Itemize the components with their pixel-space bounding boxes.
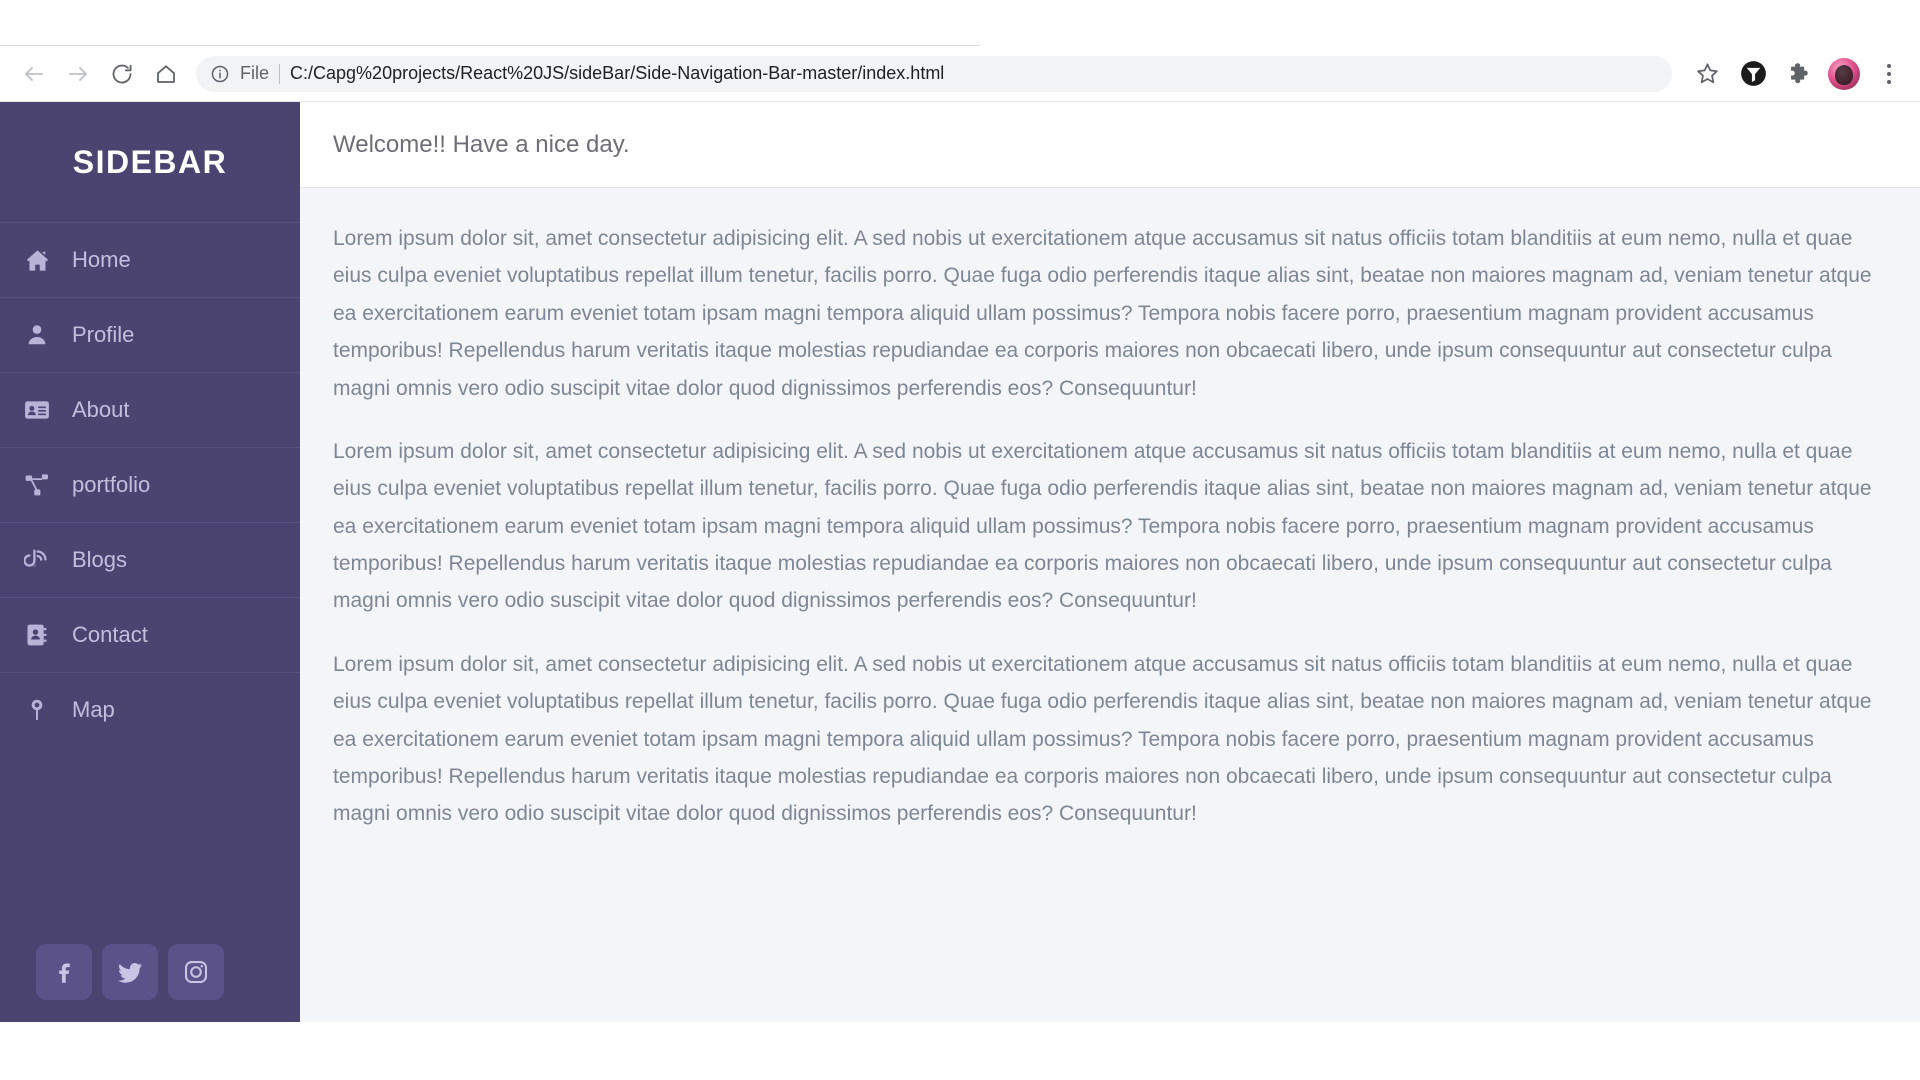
active-tab[interactable]	[0, 0, 980, 46]
sidebar-item-label: Profile	[72, 322, 135, 347]
extensions-puzzle-icon[interactable]	[1782, 57, 1816, 91]
info-circle-icon[interactable]	[210, 64, 230, 84]
sidebar-item-label: Map	[72, 697, 115, 722]
sidebar-item-blogs[interactable]	[0, 522, 300, 597]
sidebar-social-links	[0, 944, 300, 1022]
main-content	[300, 102, 1920, 1022]
sidebar-item-home[interactable]	[0, 222, 300, 297]
welcome-message: Welcome!! Have a nice day.	[300, 102, 1920, 188]
sidebar-item-about[interactable]	[0, 372, 300, 447]
sidebar-item-profile[interactable]	[0, 297, 300, 372]
sidebar-item-map[interactable]	[0, 672, 300, 747]
toolbar-icon-group	[1686, 57, 1906, 91]
blogger-icon	[22, 545, 52, 575]
sidebar-item-label: About	[72, 397, 130, 422]
paragraph: Lorem ipsum dolor sit, amet consectetur adipisicing elit. A sed nobis ut exercitationem atque accusamus sit natus officiis totam blanditiis at eum nemo, nulla et quae eius culpa eveniet voluptatibus repellat illum tenetur, facilis porro. Quae fuga odio perferendis itaque alias sint, beatae non maiores magnam ad, veniam tenetur atque ea exercitationem earum eveniet totam ipsam magni tempora aliquid ullam possimus? Tempora nobis facere porro, praesentium magnam provident accusamus temporibus! Repellendus harum veritatis itaque molestias repudiandae ea corporis maiores non obcaecati libero, unde ipsum consequuntur aut consectetur culpa magni omnis vero odio suscipit vitae dolor quod dignissimos perferendis eos? Consequuntur!	[333, 439, 1872, 613]
sitemap-icon	[22, 470, 52, 500]
omnibox-divider	[279, 64, 280, 84]
sidebar-spacer	[0, 747, 300, 944]
page-bottom-area	[0, 1040, 1920, 1080]
id-card-icon	[22, 395, 52, 425]
reload-icon[interactable]	[102, 54, 142, 94]
facebook-icon[interactable]	[36, 944, 92, 1000]
home-icon[interactable]	[146, 54, 186, 94]
bookmark-star-icon[interactable]	[1690, 57, 1724, 91]
sidebar-item-label: portfolio	[72, 472, 151, 497]
page-viewport	[0, 102, 1920, 1080]
address-book-icon	[22, 620, 52, 650]
url-text[interactable]: C:/Capg%20projects/React%20JS/sideBar/Side-Navigation-Bar-master/index.html	[290, 63, 945, 83]
sidebar-brand: SIDEBAR	[72, 143, 228, 180]
browser-toolbar	[0, 46, 1920, 102]
sidebar-item-label: Home	[72, 247, 131, 272]
paragraph: Lorem ipsum dolor sit, amet consectetur adipisicing elit. A sed nobis ut exercitationem atque accusamus sit natus officiis totam blanditiis at eum nemo, nulla et quae eius culpa eveniet voluptatibus repellat illum tenetur, facilis porro. Quae fuga odio perferendis itaque alias sint, beatae non maiores magnam ad, veniam tenetur atque ea exercitationem earum eveniet totam ipsam magni tempora aliquid ullam possimus? Tempora nobis facere porro, praesentium magnam provident accusamus temporibus! Repellendus harum veritatis itaque molestias repudiandae ea corporis maiores non obcaecati libero, unde ipsum consequuntur aut consectetur culpa magni omnis vero odio suscipit vitae dolor quod dignissimos perferendis eos? Consequuntur!	[333, 227, 1872, 400]
house-icon	[22, 245, 52, 275]
tab-strip-empty-area	[980, 0, 1920, 46]
address-bar[interactable]	[196, 56, 1672, 92]
sidebar-item-portfolio[interactable]	[0, 447, 300, 522]
tab-strip	[0, 0, 1920, 46]
sidebar-item-label: Blogs	[72, 547, 128, 572]
map-pin-icon	[22, 695, 52, 725]
sidebar-item-contact[interactable]	[0, 597, 300, 672]
profile-avatar[interactable]	[1828, 58, 1860, 90]
twitter-icon[interactable]	[102, 944, 158, 1000]
forward-arrow-icon[interactable]	[58, 54, 98, 94]
paragraph: Lorem ipsum dolor sit, amet consectetur adipisicing elit. A sed nobis ut exercitationem atque accusamus sit natus officiis totam blanditiis at eum nemo, nulla et quae eius culpa eveniet voluptatibus repellat illum tenetur, facilis porro. Quae fuga odio perferendis itaque alias sint, beatae non maiores magnam ad, veniam tenetur atque ea exercitationem earum eveniet totam ipsam magni tempora aliquid ullam possimus? Tempora nobis facere porro, praesentium magnam provident accusamus temporibus! Repellendus harum veritatis itaque molestias repudiandae ea corporis maiores non obcaecati libero, unde ipsum consequuntur aut consectetur culpa magni omnis vero odio suscipit vitae dolor quod dignissimos perferendis eos? Consequuntur!	[333, 652, 1872, 826]
back-arrow-icon[interactable]	[14, 54, 54, 94]
sidebar-item-label: Contact	[72, 622, 148, 647]
article-body	[300, 188, 1920, 859]
chrome-menu-icon[interactable]	[1872, 57, 1906, 91]
instagram-icon[interactable]	[168, 944, 224, 1000]
sidebar	[0, 102, 300, 1022]
adblock-funnel-icon[interactable]	[1736, 57, 1770, 91]
sidebar-menu	[0, 222, 300, 747]
url-scheme-label: File	[240, 63, 270, 83]
user-icon	[22, 320, 52, 350]
